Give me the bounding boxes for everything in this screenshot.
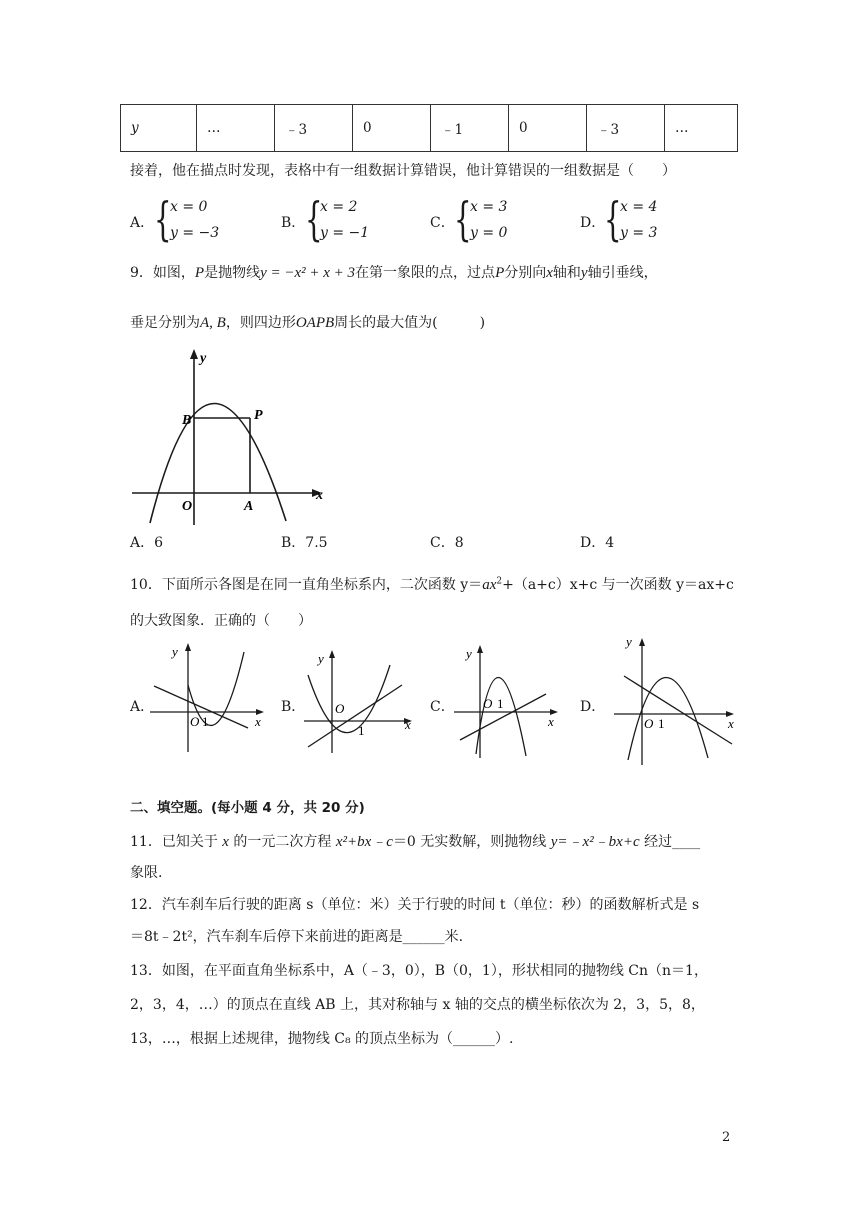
q10-graph-b (302, 645, 420, 755)
q8-option-c-system: x = 3 y = 0 (470, 199, 508, 241)
q8-option-b-label: B． (281, 215, 306, 231)
table-cell: y (121, 105, 197, 152)
y-axis-arrow-icon (190, 349, 198, 359)
table-cell: 0 (353, 105, 431, 152)
svg-text:O: O (335, 701, 345, 716)
table-cell: ﹣3 (587, 105, 665, 152)
fig-label-o: O (182, 499, 193, 514)
q9-option-a: A．6 (130, 535, 164, 551)
svg-text:x: x (405, 717, 411, 732)
fig-label-y: y (200, 351, 207, 366)
q9-line1: 9．如图，P是抛物线y = −x² + x + 3在第一象限的点，过点P分别向x轴和y轴引垂线， (130, 265, 658, 281)
q10-option-c: C． (430, 699, 455, 715)
svg-text:O: O (644, 716, 654, 731)
q8-option-c-label: C． (430, 215, 455, 231)
q8-option-a-label: A． (130, 215, 155, 231)
svg-text:O: O (483, 696, 493, 711)
brace-icon: { (154, 192, 172, 246)
table-cell: ﹣3 (275, 105, 353, 152)
page-number: 2 (722, 1130, 731, 1145)
line-graph (308, 685, 402, 747)
q10-graph-c (452, 640, 562, 760)
svg-text:x: x (255, 714, 261, 729)
q9-option-c: C．8 (430, 535, 464, 551)
q8-continuation: 接着，他在描点时发现，表格中有一组数据计算错误，他计算错误的一组数据是（ ） (130, 163, 676, 179)
q12-line2: ＝8t﹣2t²，汽车刹车后停下来前进的距离是______米. (130, 929, 464, 945)
fig-label-b: B (182, 413, 192, 428)
brace-icon: { (305, 192, 323, 246)
q10-graph-d (612, 632, 740, 767)
fig-label-x: x (316, 488, 323, 503)
svg-text:x: x (728, 716, 734, 731)
svg-text:y: y (172, 644, 178, 659)
q10-line1: 10．下面所示各图是在同一直角坐标系内，二次函数 $y=ax^2+(a+c)x+c$ 与一次函数 y＝ax+c (130, 576, 734, 593)
q8-option-d-system: x = 4 y = 3 (620, 199, 658, 241)
q8-option-a-system: x = 0 y = −3 (170, 199, 220, 241)
svg-text:1: 1 (202, 714, 209, 729)
q10-graph-a (148, 640, 270, 755)
table-cell: … (197, 105, 275, 152)
svg-text:y: y (626, 634, 632, 649)
brace-icon: { (454, 192, 472, 246)
parabola-curve (150, 403, 286, 523)
table-cell: 0 (509, 105, 587, 152)
q12-line1: 12．汽车刹车后行驶的距离 s（单位：米）关于行驶的时间 t（单位：秒）的函数解析式是 s (130, 897, 700, 913)
q13-line2: 2，3，4，…）的顶点在直线 AB 上，其对称轴与 x 轴的交点的横坐标依次为 2，3，5，8， (130, 997, 705, 1013)
svg-text:1: 1 (658, 716, 665, 731)
q9-line2: 垂足分别为A, B，则四边形OAPB周长的最大值为( ) (130, 315, 486, 331)
line-graph (154, 686, 248, 728)
q10-option-a: A． (130, 699, 155, 715)
q8-option-b-system: x = 2 y = −1 (320, 199, 370, 241)
q10-option-d: D． (580, 699, 606, 715)
svg-text:x: x (548, 714, 554, 729)
parabola-curve (476, 677, 526, 756)
q11-line2: 象限. (130, 865, 163, 881)
svg-text:1: 1 (358, 723, 365, 738)
table-cell: … (665, 105, 738, 152)
fig-label-a: A (244, 499, 254, 514)
section-2-heading: 二、填空题。(每小题 4 分，共 20 分) (130, 800, 365, 816)
svg-text:y: y (318, 651, 324, 666)
line-graph (624, 676, 732, 744)
parabola-curve (628, 677, 708, 760)
q11-line1: 11．已知关于 x 的一元二次方程 x²+bx﹣c＝0 无实数解，则抛物线 y=﹣x²﹣bx+c 经过____ (130, 834, 701, 850)
value-table (120, 104, 738, 152)
svg-text:1: 1 (497, 696, 504, 711)
q9-option-d: D．4 (580, 535, 615, 551)
svg-text:O: O (190, 714, 200, 729)
q13-line3: 13，…，根据上述规律，抛物线 C₈ 的顶点坐标为（______）. (130, 1031, 514, 1047)
q10-option-b: B． (281, 699, 306, 715)
q13-line1: 13．如图，在平面直角坐标系中，A（﹣3，0），B（0，1），形状相同的抛物线 Cn（n＝1， (130, 963, 708, 979)
q10-line2: 的大致图象．正确的（ ） (130, 613, 312, 629)
table-cell: ﹣1 (431, 105, 509, 152)
svg-text:y: y (466, 646, 472, 661)
parabola-curve (308, 665, 390, 733)
q9-figure (128, 345, 338, 525)
q8-option-d-label: D． (580, 215, 606, 231)
fig-label-p: P (254, 408, 263, 423)
q9-option-b: B．7.5 (281, 535, 328, 551)
table-row (121, 105, 738, 152)
brace-icon: { (604, 192, 622, 246)
